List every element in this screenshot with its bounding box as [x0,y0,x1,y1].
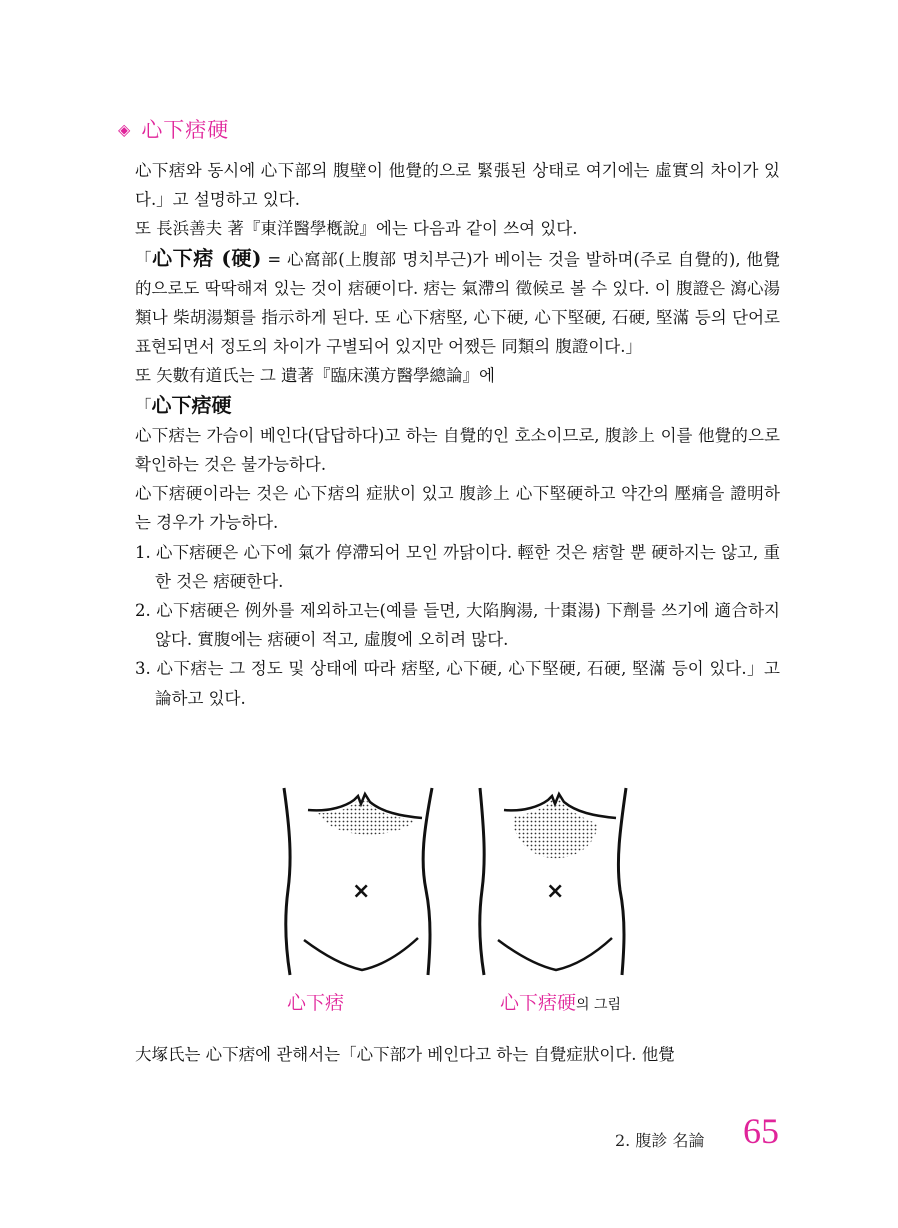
quote-body: = 心窩部(上腹部 명치부근)가 베이는 것을 발하며(주로 自覺的), 他覺的으로도 딱딱해져 있는 것이 痞硬이다. 痞는 氣滯의 徵候로 볼 수 있다. 이 腹證은 瀉心湯類나 柴胡湯類를 指示하게 된다. 또 心下痞堅, 心下硬, 心下堅硬, 石硬, 堅滿 등의 단어로 표현되면서 정도의 차이가 구별되어 있지만 어쨌든 同類의 腹證이다.」 [135,249,780,357]
diamond-bullet-icon: ◈ [118,120,132,139]
paragraph: 또 長浜善夫 著『東洋醫學槪說』에는 다음과 같이 쓰여 있다. [135,219,578,239]
open-bracket: 「 [135,396,152,416]
term-heading: 心下痞 (硬) [152,245,262,270]
numbered-item: 1. 心下痞硬은 心下에 氣가 停滯되어 모인 까닭이다. 輕한 것은 痞할 뿐 硬하지는 않고, 重한 것은 痞硬한다. [135,542,780,591]
page-number: 65 [743,1111,779,1151]
caption-term: 心下痞硬 [500,992,577,1014]
section-title: 心下痞硬 [141,118,230,142]
body-text [135,156,780,713]
quote-heading [135,391,780,421]
footer-section-title: 2. 腹診 名論 [615,1131,705,1150]
cross-mark-right: × [546,879,565,904]
numbered-item: 2. 心下痞硬은 例外를 제외하고는(예를 들면, 大陷胸湯, 十棗湯) 下劑를 쓰기에 適合하지 않다. 實腹에는 痞硬이 적고, 虛腹에 오히려 많다. [135,601,780,650]
abdomen-figure [270,780,650,990]
bottom-paragraph: 大塚氏는 心下痞에 관해서는「心下部가 베인다고 하는 自覺症狀이다. 他覺 [135,1045,675,1064]
paragraph: 心下痞와 동시에 心下部의 腹壁이 他覺的으로 緊張된 상태로 여기에는 虛實의 차이가 있다.」고 설명하고 있다. [135,161,780,210]
figure-caption-right [500,988,621,1015]
figure-caption-left: 心下痞 [287,992,345,1014]
numbered-item: 3. 心下痞는 그 정도 및 상태에 따라 痞堅, 心下硬, 心下堅硬, 石硬, 堅滿 등이 있다.」고 論하고 있다. [135,659,780,708]
paragraph: 또 矢數有道氏는 그 遺著『臨床漢方醫學總論』에 [135,366,495,386]
paragraph: 心下痞는 가슴이 베인다(답답하다)고 하는 自覺的인 호소이므로, 腹診上 이를 他覺的으로 확인하는 것은 불가능하다. [135,425,780,475]
term-heading: 心下痞硬 [151,392,232,417]
cross-mark-left: × [352,879,371,904]
open-bracket: 「 [135,249,153,269]
caption-suffix: 의 그림 [576,997,622,1013]
shaded-region-right [514,797,598,858]
quote-paragraph [135,244,780,362]
section-heading [118,114,229,144]
paragraph: 心下痞硬이라는 것은 心下痞의 症狀이 있고 腹診上 心下堅硬하고 약간의 壓痛을 證明하는 경우가 가능하다. [135,484,780,533]
